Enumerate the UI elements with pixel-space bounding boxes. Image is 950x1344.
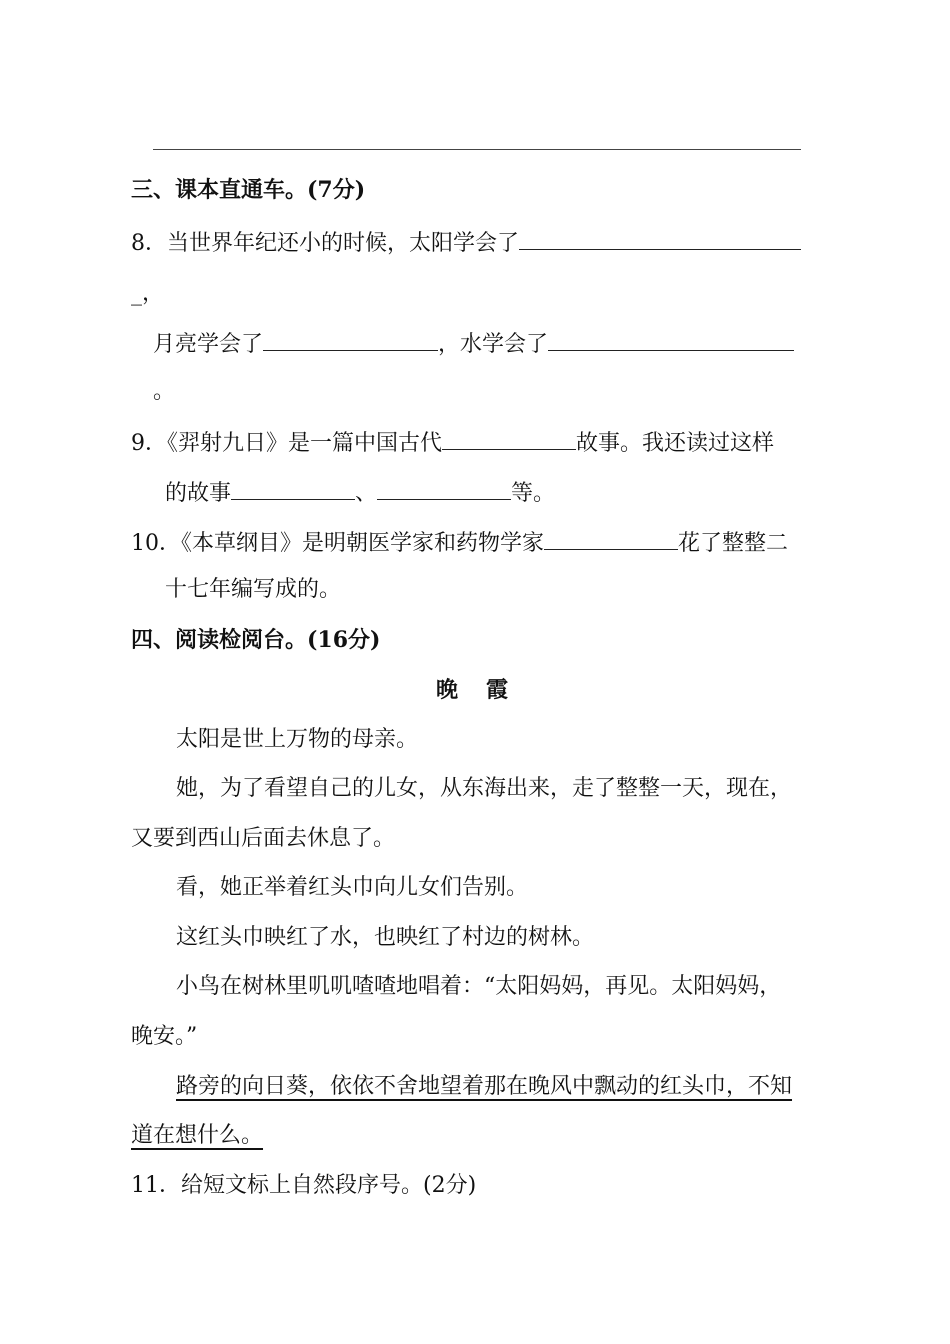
- answer-blank-author[interactable]: [544, 527, 678, 550]
- passage-paragraph-3: 看，她正举着红头巾向儿女们告别。: [176, 875, 529, 900]
- passage-paragraph-2-line-2: 又要到西山后面去休息了。: [131, 826, 396, 851]
- passage-paragraph-6-line-2: 道在想什么。: [131, 1123, 264, 1148]
- water-label: ，水学会了: [438, 332, 549, 357]
- answer-blank-water[interactable]: [548, 328, 794, 351]
- top-rule: [153, 149, 801, 150]
- question-9-line-1: [131, 427, 774, 458]
- question-10-text-2: 花了整整二: [678, 531, 789, 556]
- passage-paragraph-4: 这红头巾映红了水，也映红了村边的树林。: [176, 925, 595, 950]
- question-8-line-4: 。: [153, 379, 176, 404]
- passage-paragraph-5-line-1: 小鸟在树林里叽叽喳喳地唱着：“太阳妈妈，再见。太阳妈妈，: [176, 974, 782, 999]
- passage-paragraph-5-line-2: 晚安。”: [131, 1024, 198, 1049]
- question-9-text: 9．《羿射九日》是一篇中国古代: [131, 431, 442, 456]
- answer-blank-story-2[interactable]: [377, 477, 511, 500]
- question-10-text: 10．《本草纲目》是明朝医学家和药物学家: [131, 531, 544, 556]
- question-8-text: 8．当世界年纪还小的时候，太阳学会了: [131, 231, 519, 256]
- answer-blank-story-type[interactable]: [442, 427, 576, 450]
- passage-title: 晚霞: [436, 677, 537, 703]
- passage-paragraph-1: 太阳是世上万物的母亲。: [176, 727, 419, 752]
- section-3-heading: 三、课本直通车。(7分): [131, 177, 366, 203]
- passage-paragraph-6-line-1: 路旁的向日葵，依依不舍地望着那在晚风中飘动的红头巾，不知: [176, 1074, 793, 1099]
- question-8-line-1: [131, 227, 801, 258]
- separator: 、: [355, 481, 378, 506]
- answer-blank-sun[interactable]: [519, 227, 801, 250]
- passage-paragraph-2-line-1: 她，为了看望自己的儿女，从东海出来，走了整整一天，现在，: [176, 776, 793, 801]
- question-9-text-2: 故事。我还读过这样: [576, 431, 775, 456]
- question-8-line-2: _，: [131, 281, 165, 306]
- question-9-text-4: 等。: [511, 481, 556, 506]
- answer-blank-story-1[interactable]: [231, 477, 355, 500]
- answer-blank-moon[interactable]: [263, 328, 438, 351]
- question-10-line-2: 十七年编写成的。: [165, 577, 342, 602]
- question-9-line-2: [165, 477, 555, 508]
- question-8-line-3: [153, 328, 794, 359]
- question-11: 11．给短文标上自然段序号。(2分): [131, 1173, 477, 1198]
- question-10-line-1: [131, 527, 788, 558]
- question-9-text-3: 的故事: [165, 481, 232, 506]
- moon-label: 月亮学会了: [153, 332, 264, 357]
- section-4-heading: 四、阅读检阅台。(16分): [131, 627, 381, 653]
